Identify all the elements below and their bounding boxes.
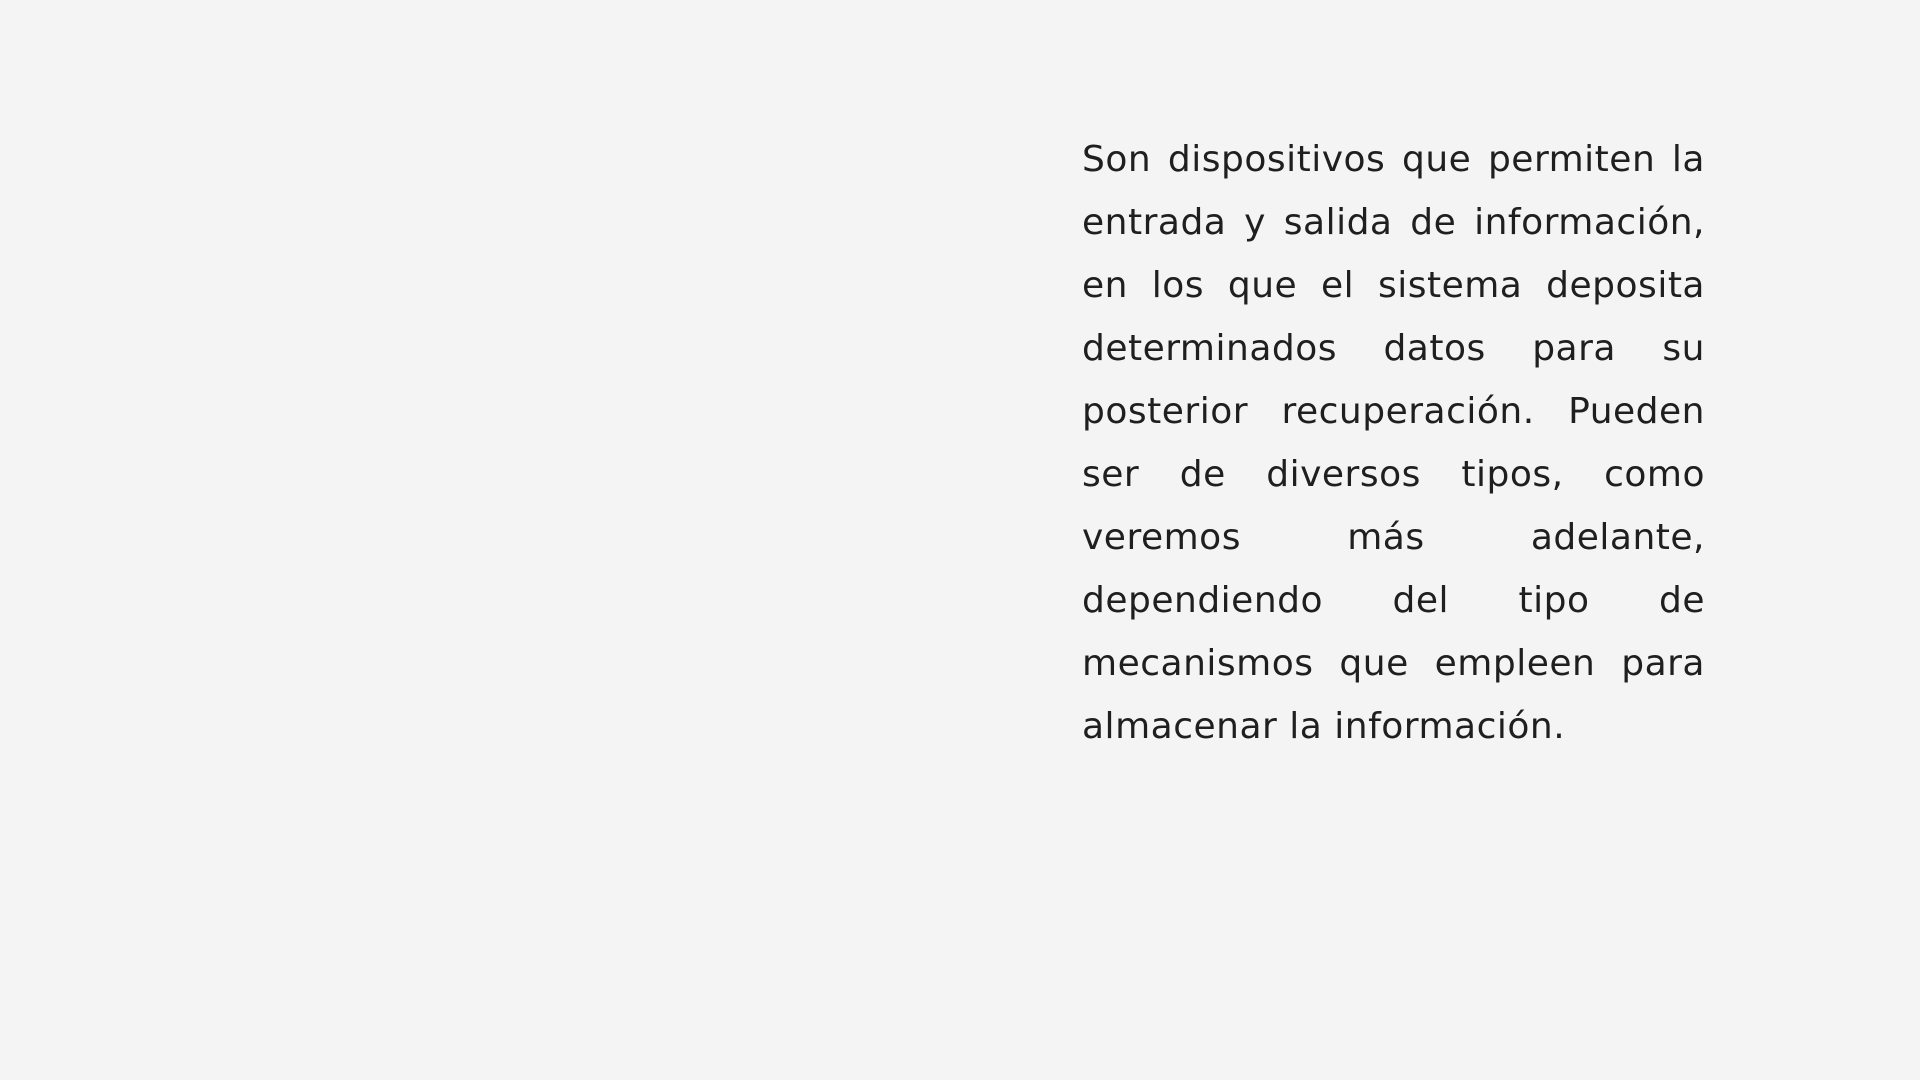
body-paragraph: Son dispositivos que permiten la entrada y salida de información, en los que el sistema deposita determinados datos para su posterior recuperación. Pueden ser de diversos tipos, como veremos más adelante, dependiendo del tipo de mecanismos que empleen para almacenar la información. <box>1082 139 1705 747</box>
